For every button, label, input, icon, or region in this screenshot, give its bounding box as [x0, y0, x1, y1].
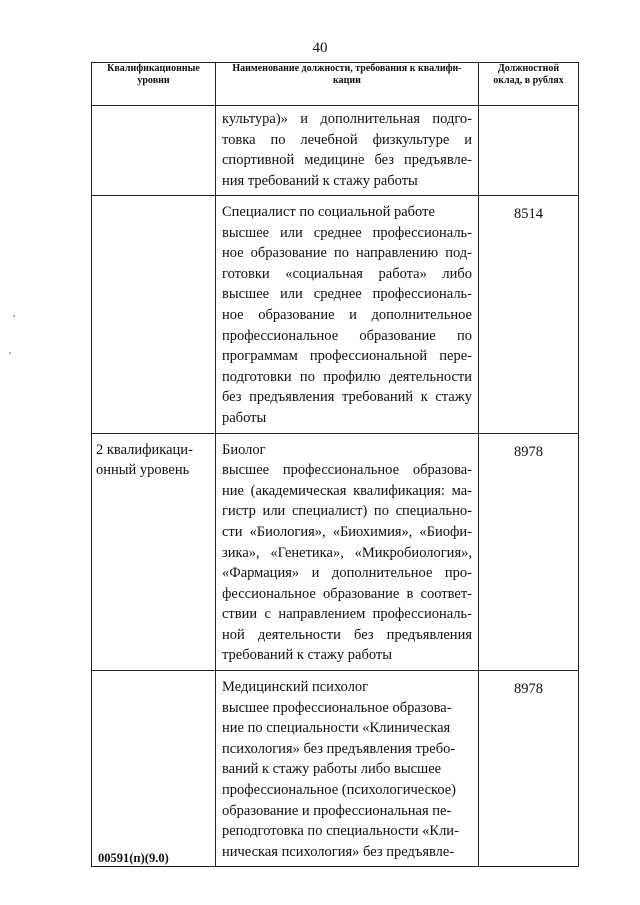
table-row	[92, 671, 579, 867]
text-line: «Фармация» и дополнительное про-	[222, 565, 472, 582]
header-line: уровни	[137, 75, 170, 86]
level-line: онный уровень	[96, 462, 190, 479]
text-line: товка по лечебной физкультуре и	[222, 131, 472, 148]
level-cell	[92, 196, 216, 434]
text-line: реподготовка по специальности «Кли-	[222, 823, 459, 840]
requirements-cell	[216, 433, 479, 671]
header-salary	[479, 63, 579, 106]
text-line: ное образование по направлению под-	[222, 245, 472, 262]
text-line: гистр или специалист) по специально-	[222, 503, 472, 520]
text-line: ние по специальности «Клиническая	[222, 720, 451, 737]
text-line: высшее или среднее профессиональ-	[222, 286, 472, 303]
text-line: высшее профессиональное образова-	[222, 699, 452, 716]
salary-value: 8514	[514, 206, 543, 222]
table-row	[92, 106, 579, 196]
position-title: Специалист по социальной работе	[222, 204, 435, 220]
text-line: ствии с направлением профессиональ-	[222, 606, 472, 623]
salary-value: 8978	[514, 681, 543, 698]
requirements-cell	[216, 196, 479, 434]
table-row	[92, 433, 579, 671]
header-position-requirements	[216, 63, 479, 106]
text-line: без предъявления требований к стажу	[222, 389, 472, 406]
text-line: работы	[222, 409, 267, 426]
level-cell	[92, 671, 216, 867]
salary-value: 8978	[514, 443, 543, 460]
table-row	[92, 196, 579, 434]
document-code: 00591(п)(9.0)	[98, 851, 169, 865]
text-line: ваний к стажу работы либо высшее	[222, 761, 442, 778]
header-line: кации	[333, 75, 361, 86]
header-line: оклад, в рублях	[493, 75, 564, 86]
text-line: образование и профессиональная пе-	[222, 802, 452, 819]
text-line: готовки «социальная работа» либо	[222, 265, 472, 282]
qualification-table	[91, 62, 579, 867]
header-line: Должностной	[497, 63, 560, 74]
text-line: высшее профессиональное образова-	[222, 462, 472, 479]
text-line: психология» без предъявления требо-	[222, 740, 456, 757]
text-line: высшее или среднее профессиональ-	[222, 224, 472, 241]
text-line: фессиональное образование в соответ-	[222, 585, 472, 602]
text-line: ние (академическая квалификация: ма-	[222, 482, 472, 499]
text-line: ное образование и дополнительное	[222, 306, 472, 323]
salary-cell	[479, 671, 579, 867]
text-line: ническая психология» без предъявле-	[222, 843, 455, 860]
text-line: сти «Биология», «Биохимия», «Биофи-	[222, 523, 472, 540]
text-line: профессиональное образование по	[222, 327, 472, 344]
salary-cell	[479, 433, 579, 671]
text-line: подготовки по профилю деятельности	[222, 368, 472, 385]
text-line: культура)» и дополнительная подго-	[222, 111, 472, 127]
scan-speck	[9, 352, 11, 354]
text-line: спортивной медицине без предъявле-	[222, 152, 472, 169]
salary-cell	[479, 106, 579, 196]
text-line: ной деятельности без предъявления	[222, 626, 472, 643]
level-cell	[92, 106, 216, 196]
requirements-cell	[216, 671, 479, 867]
header-qualification-levels	[92, 63, 216, 106]
page-number: 40	[312, 40, 328, 56]
position-title: Медицинский психолог	[222, 679, 369, 696]
scan-speck	[13, 315, 15, 317]
header-line: Наименование должности, требования к квалифи-	[232, 63, 462, 74]
table-header-row	[92, 63, 579, 106]
position-title: Биолог	[222, 441, 266, 458]
header-line: Квалификационные	[107, 63, 200, 74]
text-line: ния требований к стажу работы	[222, 172, 418, 189]
text-line: требований к стажу работы	[222, 647, 392, 664]
requirements-cell	[216, 106, 479, 196]
level-cell	[92, 433, 216, 671]
salary-cell	[479, 196, 579, 434]
text-line: программам профессиональной пере-	[222, 348, 472, 365]
text-line: профессиональное (психологическое)	[222, 782, 457, 799]
level-line: 2 квалификаци-	[96, 441, 193, 458]
text-line: зика», «Генетика», «Микробиология»,	[222, 544, 472, 561]
